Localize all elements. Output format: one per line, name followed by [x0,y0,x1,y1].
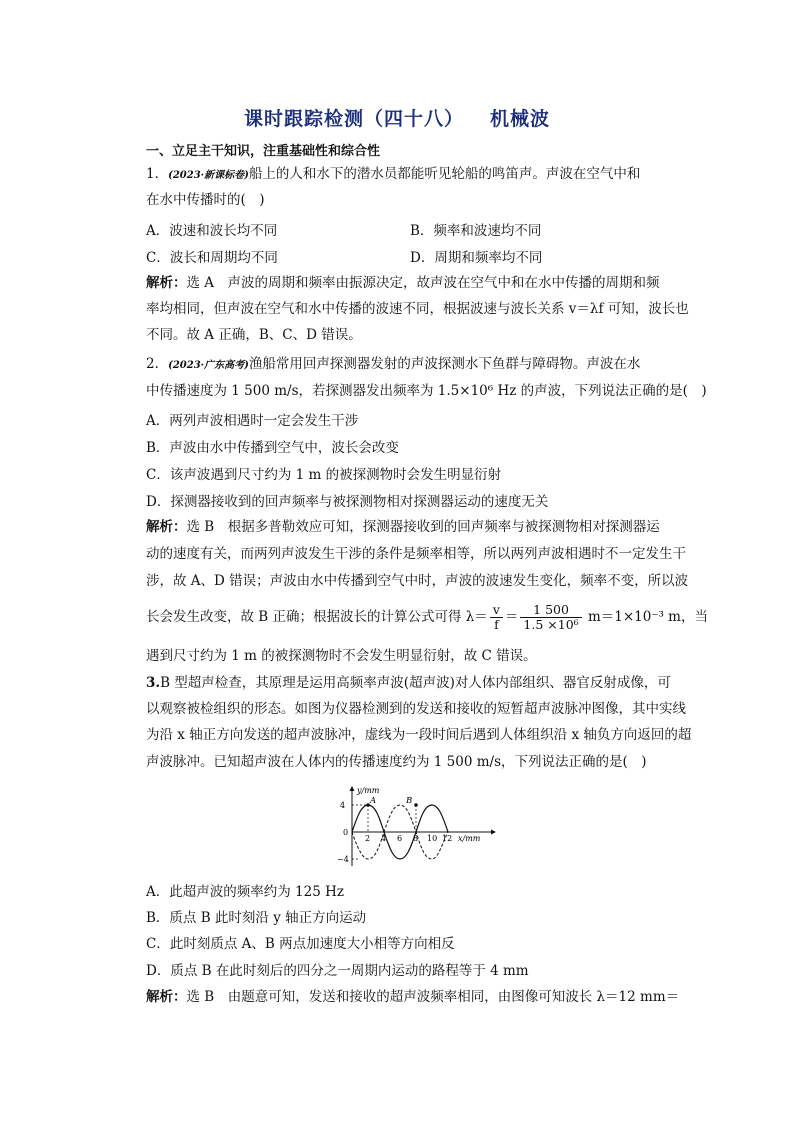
q2-stem-line2: 中传播速度为 1 500 m/s，若探测器发出频率为 1.5×10⁶ Hz 的声波，下列说法正确的是( ) [146,383,707,399]
q3-answer-line1 [146,987,679,1007]
q3-stem-line2: 以观察被检组织的形态。如图为仪器检测到的发送和接收的短暂超声波脉冲图像，其中实线 [146,701,686,717]
q3-answer-label: 解析： [146,989,187,1005]
q1-answer-line1 [146,273,660,293]
q1-stem-line1 [146,164,640,186]
q1-answer-line2: 率均相同，但声波在空气和水中传播的波速不同，根据波速与波长关系 v＝λf 可知，波长也 [146,301,689,317]
q2-answer-line4 [146,600,708,634]
frac-1500: 1 500 [520,603,581,618]
q2-number: 2． [146,356,169,372]
q2-answer-line5: 遇到尺寸约为 1 m 的被探测物时不会发生明显衍射，故 C 错误。 [146,648,537,664]
q1-option-a: A．波速和波长均不同 [146,223,278,239]
q3-option-a: A．此超声波的频率约为 125 Hz [146,884,344,900]
q2-answer-line3: 涉，故 A、D 错误；声波由水中传播到空气中时，声波的波速发生变化，频率不变，所以波 [146,573,689,589]
q2-option-c: C．该声波遇到尺寸约为 1 m 的被探测物时会发生明显衍射 [146,467,502,483]
q3-stem-text: B 型超声检查，其原理是运用高频率声波(超声波)对人体内部组织、器官反射成像，可 [160,675,671,691]
q2-formula-prefix: 长会发生改变，故 B 正确；根据波长的计算公式可得 λ＝ [146,609,488,625]
q1-source: (2023·新课标卷) [168,170,249,181]
q2-option-a: A．两列声波相遇时一定会发生干涉 [146,413,359,429]
q3-option-d: D．质点 B 在此时刻后的四分之一周期内运动的路程等于 4 mm [146,963,529,979]
y-tick-0: 0 [343,828,349,837]
x-tick-6: 6 [397,834,403,843]
x-tick-4: 4 [381,834,387,843]
title-topic: 机械波 [490,108,551,130]
q1-stem-text: 船上的人和水下的潜水员都能听见轮船的鸣笛声。声波在空气中和 [248,166,641,182]
q2-answer-line2: 动的速度有关，而两列声波发生干涉的条件是频率相等，所以两列声波相遇时不一定发生干 [146,546,686,562]
page-title [0,104,794,131]
q2-stem-text: 渔船常用回声探测器发射的声波探测水下鱼群与障碍物。声波在水 [248,356,641,372]
equals-sign: ＝ [504,609,519,625]
q2-formula-suffix: m＝1×10⁻³ m，当 [583,609,708,625]
q2-source: (2023·广东高考) [168,360,249,371]
q2-answer-label: 解析： [146,519,187,535]
x-tick-10: 10 [427,834,438,843]
q1-answer-line3: 不同。故 A 正确，B、C、D 错误。 [146,327,362,343]
q1-stem-line2: 在水中传播时的( ) [146,192,265,208]
y-tick-neg4: −4 [337,855,349,864]
q3-stem-line3: 为沿 x 轴正方向发送的超声波脉冲，虚线为一段时间后遇到人体组织沿 x 轴负方向返回的超 [146,727,692,743]
frac-f: f [494,617,499,632]
q2-answer-text: 选 B 根据多普勒效应可知，探测器接收到的回声频率与被探测物相对探测器运 [186,519,660,535]
q3-stem-line4: 声波脉冲。已知超声波在人体内的传播速度约为 1 500 m/s，下列说法正确的是( ) [146,754,647,770]
title-main: 课时跟踪检测（四十八） [243,108,464,130]
q1-option-b: B．频率和波速均不同 [410,223,542,239]
point-b-marker [414,803,418,807]
x-tick-8: 8 [413,834,419,843]
fraction-v-over-f [490,603,503,632]
q1-answer-text: 选 A 声波的周期和频率由振源决定，故声波在空气中和在水中传播的周期和频 [186,275,660,291]
q1-number: 1． [146,166,169,182]
y-axis-arrow [350,786,355,791]
q2-answer-line1 [146,517,660,537]
point-a-label: A [370,796,377,806]
frac-v: v [490,603,503,618]
q2-stem-line1 [146,354,640,376]
wave-graph [336,784,496,872]
q2-option-d: D．探测器接收到的回声频率与被探测物相对探测器运动的速度无关 [146,494,549,510]
wave-graph-svg [336,784,496,868]
q1-option-c: C．波长和周期均不同 [146,250,278,266]
section-heading: 一、立足主干知识，注重基础性和综合性 [146,144,381,159]
q3-number: 3. [146,675,161,691]
q1-answer-label: 解析： [146,275,187,291]
q3-stem-line1 [146,673,671,693]
q3-option-b: B．质点 B 此时刻沿 y 轴正方向运动 [146,910,367,926]
y-axis-label: y/mm [357,786,380,795]
x-axis-arrow [491,830,496,835]
x-axis-label: x/mm [458,834,481,843]
frac-denominator: 1.5 ×10⁶ [523,617,579,632]
q1-option-d: D．周期和频率均不同 [410,250,543,266]
y-tick-4: 4 [340,801,346,810]
q3-answer-text: 选 B 由题意可知，发送和接收的超声波频率相同，由图像可知波长 λ＝12 mm＝ [186,989,680,1005]
x-tick-12: 12 [442,834,453,843]
q2-option-b: B．声波由水中传播到空气中，波长会改变 [146,440,399,456]
fraction-numeric [520,603,581,632]
x-tick-2: 2 [365,834,371,843]
q3-option-c: C．此时刻质点 A、B 两点加速度大小相等方向相反 [146,936,455,952]
point-b-label: B [406,796,413,806]
